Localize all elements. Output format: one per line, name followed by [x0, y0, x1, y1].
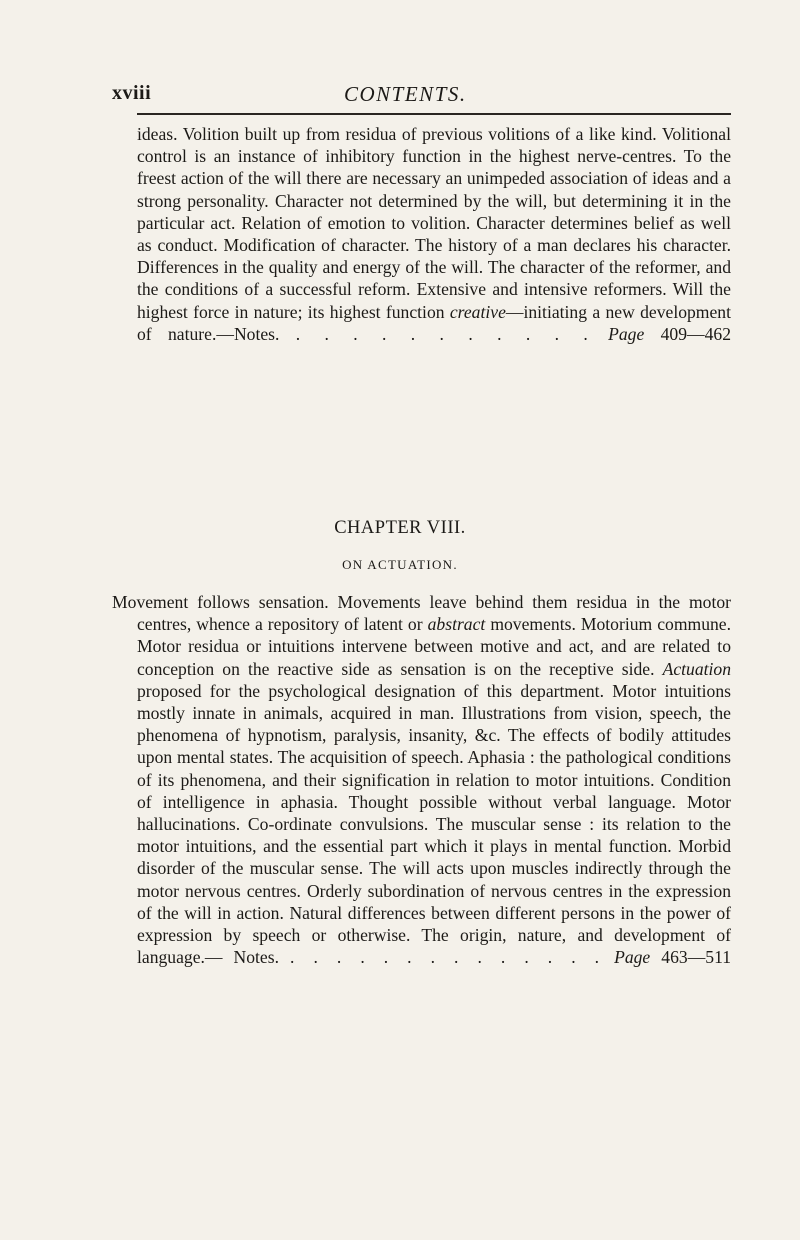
- summary-emphasis: creative: [449, 301, 506, 322]
- chapter-emphasis-1: abstract: [427, 614, 486, 635]
- chapter-viii-summary: [112, 591, 732, 968]
- chapter-text-b: movements. Motorium commune. Motor residua or intuitions intervene between motive and act, and are related to conception on the reactive side as sensation is on the receptive side.: [137, 614, 732, 679]
- header-rule: [137, 113, 731, 115]
- chapter-emphasis-2: Actuation: [662, 658, 731, 679]
- page-label: Page: [614, 947, 651, 968]
- summary-text-a: ideas. Volition built up from residua of previous volitions of a like kind. Volitional control is an instance of inhibitory function in the highest nerve-centres. To the freest action of the will there are necessary an unimpeded association of ideas and a strong personality. Character not determined by the will, but determining it in the particular act. Relation of emotion to volition. Character determines belief as well as conduct. Modification of character. The history of a man declares his character. Differences in the quality and energy of the will. The character of the reformer, and the conditions of a successful reform. Extensive and intensive reformers. Will the highest force in nature; its highest function: [137, 124, 731, 322]
- page-number: xviii: [112, 82, 152, 104]
- page-header: [112, 82, 712, 112]
- chapter-text-c: proposed for the psychological designation of this department. Motor intuitions mostly innate in animals, acquired in man. Illustrations from vision, speech, the phenomena of hypnotism, paralysis, insanity, &c. The effects of bodily attitudes upon mental states. The acquisition of speech. Aphasia : the pathological conditions of its phenomena, and their signification in relation to motor intuitions. Condition of intelligence in aphasia. Thought possible without verbal language. Motor hallucinations. Co-ordinate convulsions. The muscular sense : its relation to the motor intuitions, and the essential part which it plays in mental function. Morbid disorder of the muscular sense. The will acts upon muscles indirectly through the motor nervous centres. Orderly subordination of nervous centres in the expression of the will in action. Natural differences between different persons in the power of expression by speech or otherwise. The origin, nature, and development of language.— Notes.: [137, 680, 731, 968]
- summary-text-b: —initiating a new development of nature.—Notes.: [137, 301, 731, 344]
- chapter-text-a: Movement follows sensation. Movements leave behind them residua in the motor centres, whence a repository of latent or: [112, 592, 731, 635]
- page-range: 463—511: [661, 947, 732, 968]
- running-title: CONTENTS.: [344, 82, 467, 106]
- page-range: 409—462: [660, 323, 731, 344]
- page-label: Page: [608, 323, 645, 344]
- chapter-heading: CHAPTER VIII.: [334, 518, 466, 538]
- dot-leader: . . . . . . . . . . .: [295, 323, 592, 344]
- dot-leader: . . . . . . . . . . . . . .: [290, 947, 604, 968]
- chapter-subtitle: ON ACTUATION.: [342, 557, 458, 572]
- chapter-vii-summary: [137, 123, 731, 345]
